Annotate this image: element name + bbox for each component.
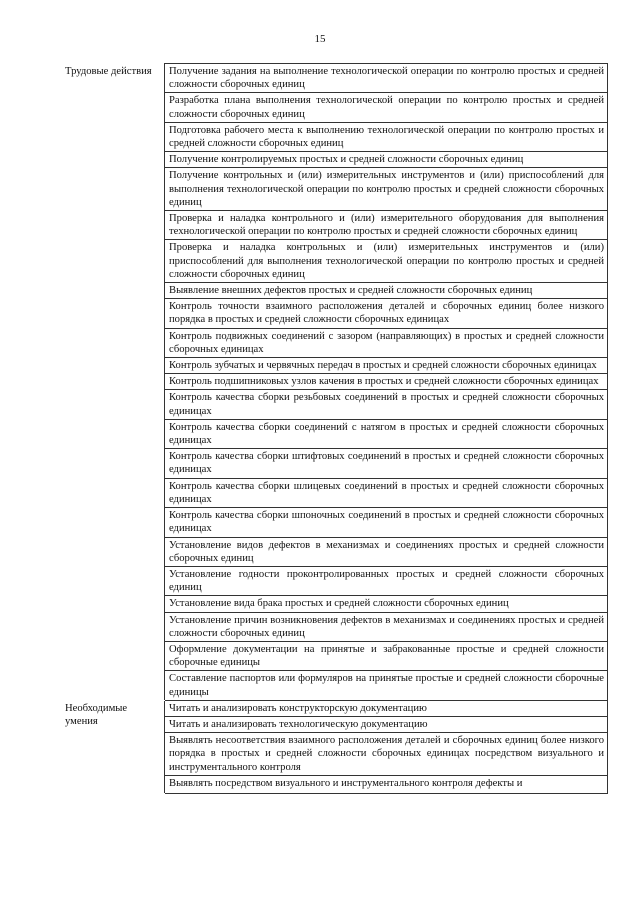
page-number: 15	[314, 33, 326, 45]
list-item: Выявление внешних дефектов простых и средней сложности сборочных единиц	[165, 283, 608, 299]
list-item: Читать и анализировать конструкторскую документацию	[165, 700, 608, 716]
list-item: Контроль качества сборки резьбовых соединений в простых и средней сложности сборочных единицах	[165, 390, 608, 419]
list-item: Получение задания на выполнение технологической операции по контролю простых и средней сложности сборочных единиц	[165, 64, 608, 93]
list-item: Установление вида брака простых и средней сложности сборочных единиц	[165, 596, 608, 612]
list-item: Контроль качества сборки соединений с натягом в простых и средней сложности сборочных единицах	[165, 419, 608, 448]
list-item: Контроль качества сборки шлицевых соединений в простых и средней сложности сборочных единицах	[165, 478, 608, 507]
list-item: Составление паспортов или формуляров на принятые простые и средней сложности сборочные единицы	[165, 671, 608, 700]
list-item: Подготовка рабочего места к выполнению технологической операции по контролю простых и средней сложности сборочных единиц	[165, 122, 608, 151]
list-item: Установление видов дефектов в механизмах и соединениях простых и средней сложности сборочных единиц	[165, 537, 608, 566]
list-item: Контроль зубчатых и червячных передач в простых и средней сложности сборочных единицах	[165, 358, 608, 374]
list-item: Контроль точности взаимного расположения деталей и сборочных единиц более низкого порядка в простых и средней сложности сборочных единицах	[165, 299, 608, 328]
list-item: Оформление документации на принятые и забракованные простые и средней сложности сборочные единицы	[165, 641, 608, 670]
list-item: Получение контролируемых простых и средней сложности сборочных единиц	[165, 152, 608, 168]
list-item: Контроль подвижных соединений с зазором (направляющих) в простых и средней сложности сборочных единицах	[165, 328, 608, 357]
section-label: Трудовые действия	[61, 64, 165, 701]
list-item: Контроль качества сборки шпоночных соединений в простых и средней сложности сборочных единицах	[165, 508, 608, 537]
list-item: Контроль подшипниковых узлов качения в простых и средней сложности сборочных единицах	[165, 374, 608, 390]
list-item: Проверка и наладка контрольного и (или) измерительного оборудования для выполнения технологической операции по контролю простых и средней сложности сборочных единиц	[165, 211, 608, 240]
list-item: Получение контрольных и (или) измерительных инструментов и (или) приспособлений для выполнения технологической операции по контролю простых и средней сложности сборочных единиц	[165, 168, 608, 211]
table-row	[61, 64, 608, 93]
list-item: Выявлять посредством визуального и инструментального контроля дефекты и	[165, 775, 608, 793]
list-item: Разработка плана выполнения технологической операции по контролю простых и средней сложности сборочных единиц	[165, 93, 608, 122]
list-item: Контроль качества сборки штифтовых соединений в простых и средней сложности сборочных единицах	[165, 449, 608, 478]
list-item: Читать и анализировать технологическую документацию	[165, 716, 608, 732]
list-item: Проверка и наладка контрольных и (или) измерительных инструментов и (или) приспособлений для выполнения технологической операции по контролю простых и средней сложности сборочных единиц	[165, 240, 608, 283]
list-item: Выявлять несоответствия взаимного расположения деталей и сборочных единиц более низкого порядка в простых и средней сложности сборочных единицах посредством визуального и инструментального контроля	[165, 733, 608, 776]
table-row	[61, 700, 608, 716]
list-item: Установление годности проконтролированных простых и средней сложности сборочных единиц	[165, 566, 608, 595]
labor-functions-table	[60, 63, 608, 794]
list-item: Установление причин возникновения дефектов в механизмах и соединениях простых и средней сложности сборочных единиц	[165, 612, 608, 641]
section-label: Необходимые умения	[61, 700, 165, 793]
